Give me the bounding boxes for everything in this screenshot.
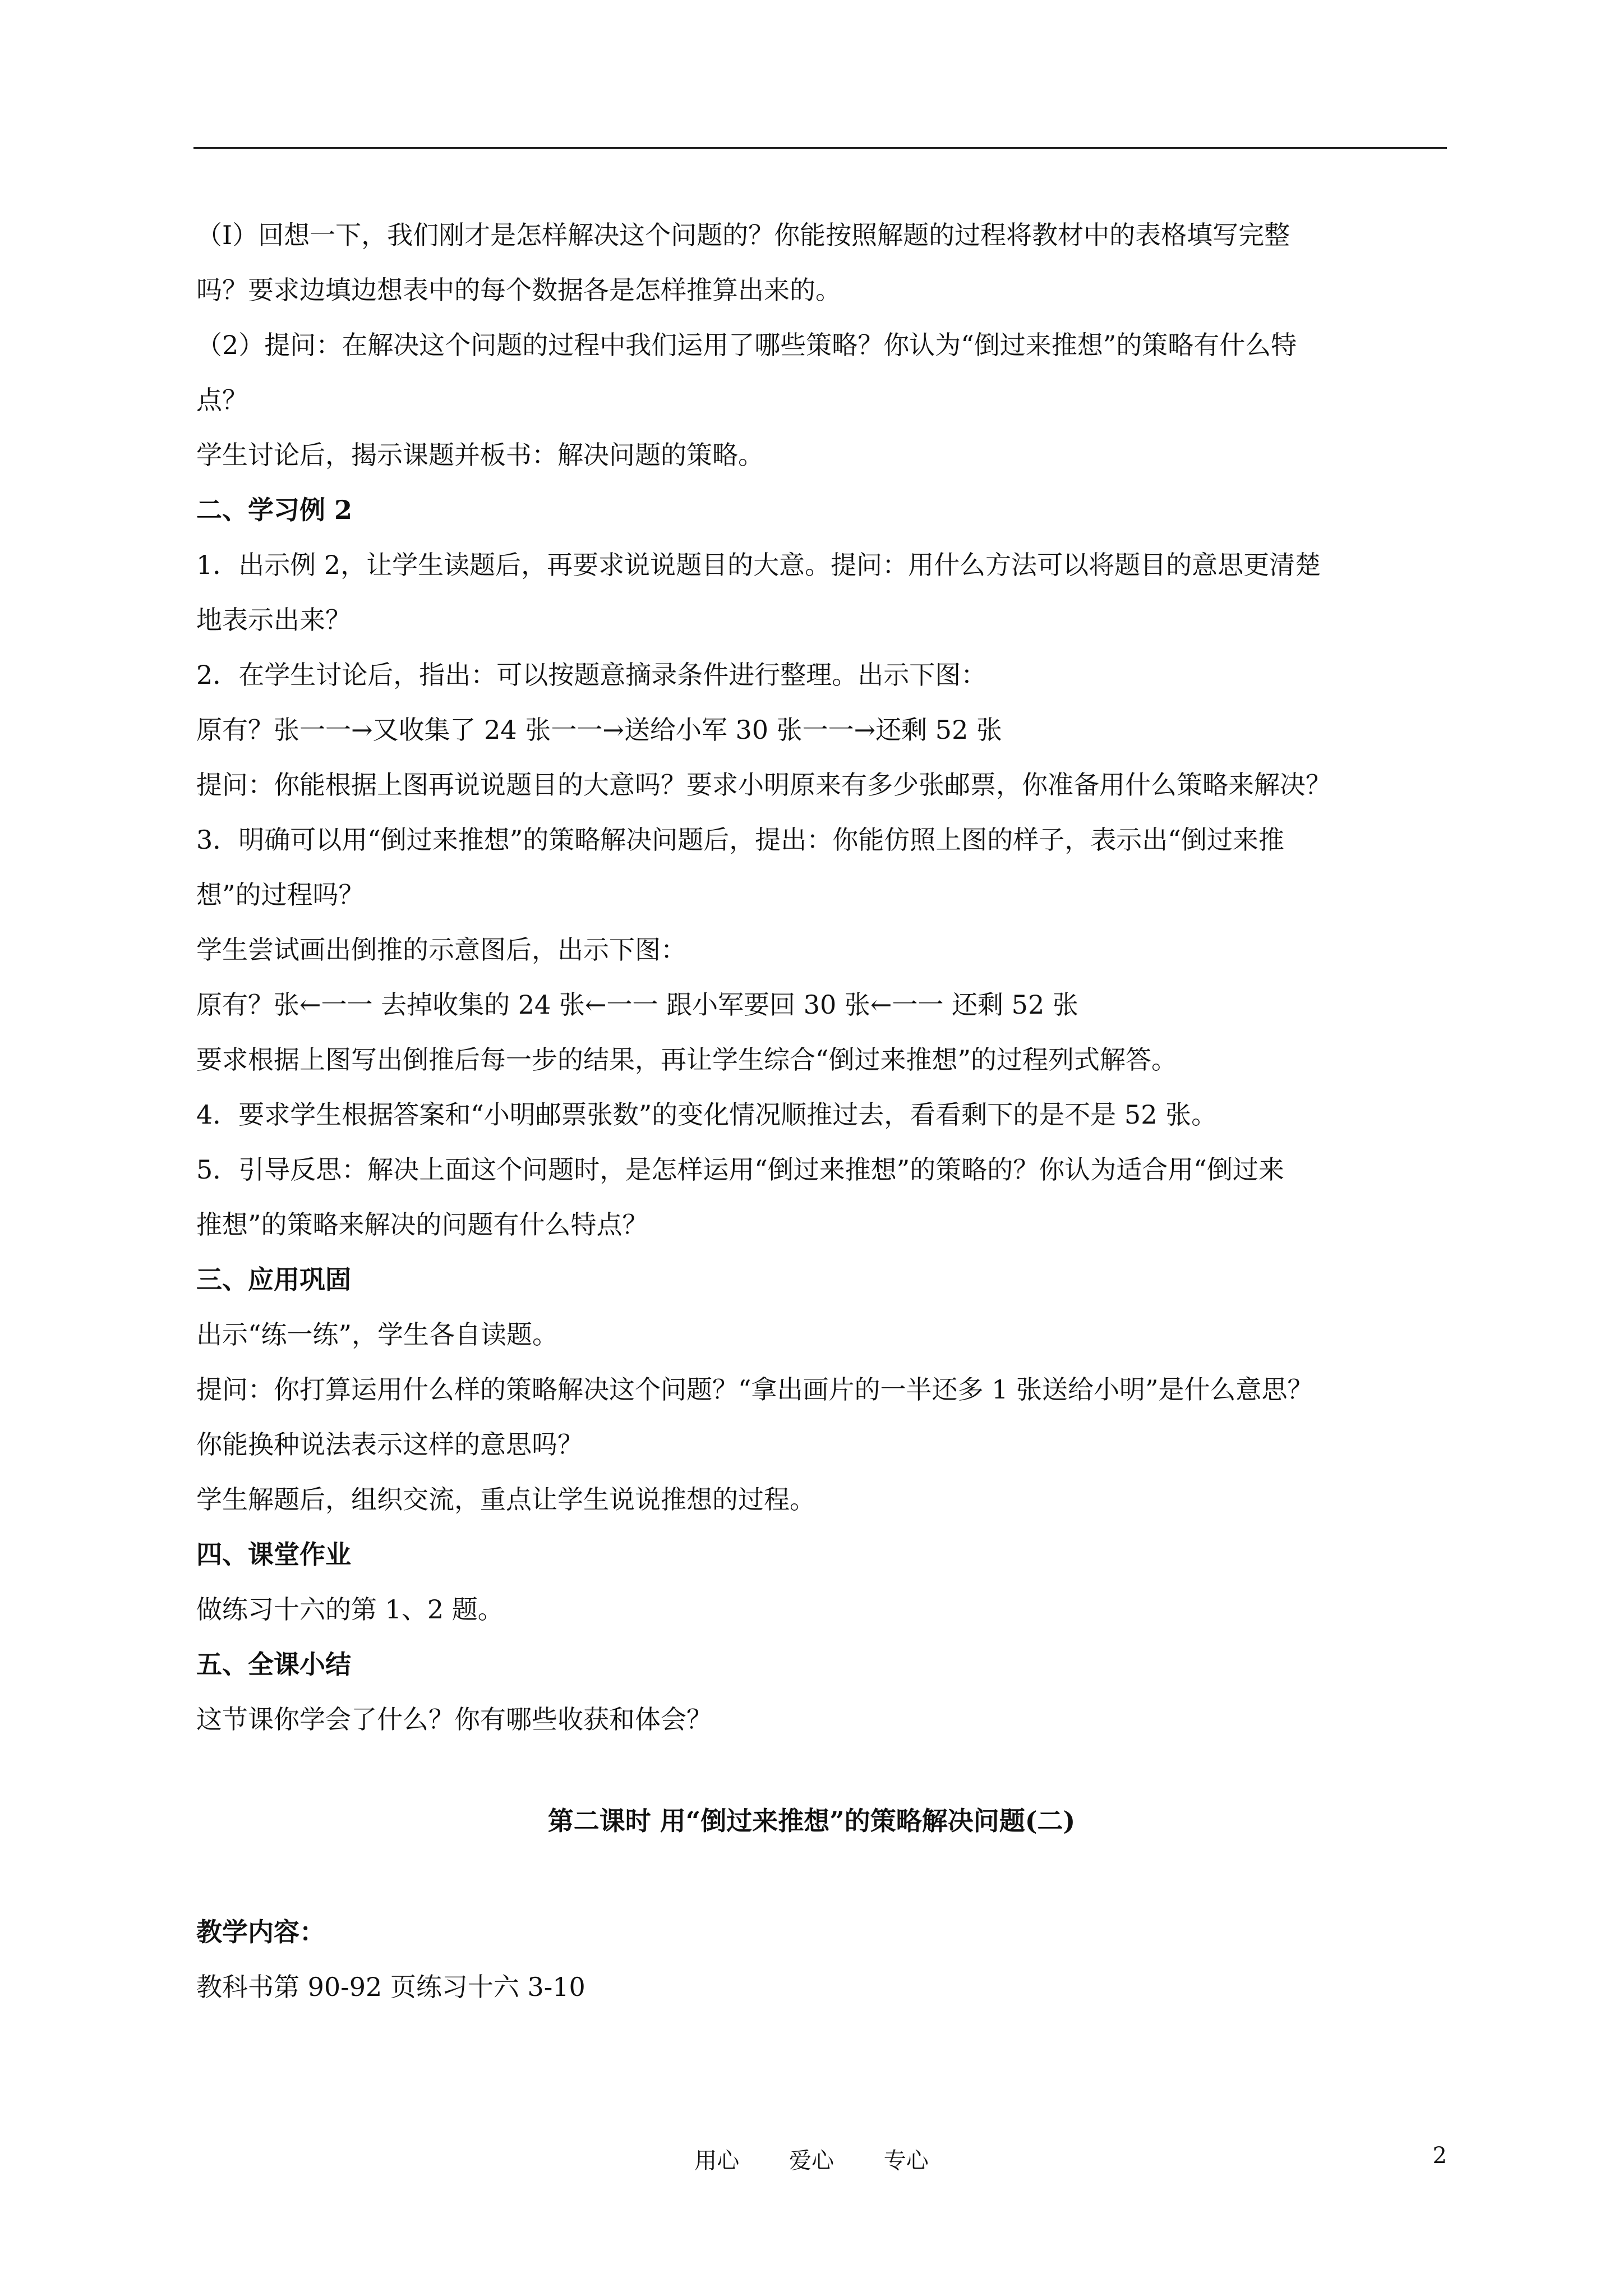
lesson-title: 第二课时 用“倒过来推想”的策略解决问题(二) <box>547 1806 1076 1836</box>
body-line: 2．在学生讨论后，指出：可以按题意摘录条件进行整理。出示下图： <box>196 660 987 690</box>
footer-item: 专心 <box>883 2148 929 2174</box>
section-heading: 四、课堂作业 <box>196 1539 351 1570</box>
footer-motto <box>0 2143 1623 2175</box>
body-line: 想”的过程吗？ <box>196 880 365 910</box>
body-line: 吗？要求边填边想表中的每个数据各是怎样推算出来的。 <box>196 275 841 305</box>
body-line: 推想”的策略来解决的问题有什么特点？ <box>196 1209 648 1240</box>
header-rule <box>193 147 1447 149</box>
body-line: 这节课你学会了什么？你有哪些收获和体会？ <box>196 1704 712 1734</box>
section-heading: 二、学习例 2 <box>196 495 353 525</box>
body-line: 要求根据上图写出倒推后每一步的结果，再让学生综合“倒过来推想”的过程列式解答。 <box>196 1045 1178 1075</box>
body-line: 学生尝试画出倒推的示意图后，出示下图： <box>196 935 686 965</box>
body-line: 出示“练一练”，学生各自读题。 <box>196 1319 559 1350</box>
body-line: （I）回想一下，我们刚才是怎样解决这个问题的？你能按照解题的过程将教材中的表格填写完整 <box>196 220 1290 250</box>
body-line: 5．引导反思：解决上面这个问题时，是怎样运用“倒过来推想”的策略的？你认为适合用“倒过来 <box>196 1154 1284 1185</box>
body-line: 1．出示例 2，让学生读题后，再要求说说题目的大意。提问：用什么方法可以将题目的意思更清楚 <box>196 550 1321 580</box>
footer-item: 爱心 <box>789 2148 834 2174</box>
footer-item: 用心 <box>694 2148 740 2174</box>
body-line: 原有？张←一一 去掉收集的 24 张←一一 跟小军要回 30 张←一一 还剩 52 张 <box>196 990 1078 1020</box>
body-line: 做练习十六的第 1、2 题。 <box>196 1594 504 1625</box>
body-text <box>196 208 1447 1747</box>
body-line: 学生讨论后，揭示课题并板书：解决问题的策略。 <box>196 440 764 470</box>
teaching-content-text: 教科书第 90-92 页练习十六 3-10 <box>196 1972 585 2002</box>
body-line: 提问：你打算运用什么样的策略解决这个问题？“拿出画片的一半还多 1 张送给小明”是什么意思？ <box>196 1374 1313 1405</box>
teaching-content-block <box>196 1904 1447 2014</box>
page-number: 2 <box>1432 2143 1447 2169</box>
section-heading: 三、应用巩固 <box>196 1264 351 1295</box>
body-line: 点？ <box>196 385 248 415</box>
body-line: 提问：你能根据上图再说说题目的大意吗？要求小明原来有多少张邮票，你准备用什么策略来解决？ <box>196 770 1331 800</box>
body-line: （2）提问：在解决这个问题的过程中我们运用了哪些策略？你认为“倒过来推想”的策略有什么特 <box>196 330 1297 360</box>
body-line: 学生解题后，组织交流，重点让学生说说推想的过程。 <box>196 1484 815 1515</box>
body-line: 你能换种说法表示这样的意思吗？ <box>196 1429 583 1460</box>
teaching-content-heading: 教学内容： <box>196 1917 325 1947</box>
body-line: 4．要求学生根据答案和“小明邮票张数”的变化情况顺推过去，看看剩下的是不是 52 张。 <box>196 1099 1218 1130</box>
body-line: 3．明确可以用“倒过来推想”的策略解决问题后，提出：你能仿照上图的样子，表示出“倒过来推 <box>196 825 1284 855</box>
section-heading: 五、全课小结 <box>196 1649 351 1680</box>
body-line: 地表示出来？ <box>196 605 351 635</box>
body-line: 原有？张一一→又收集了 24 张一一→送给小军 30 张一一→还剩 52 张 <box>196 715 1002 745</box>
